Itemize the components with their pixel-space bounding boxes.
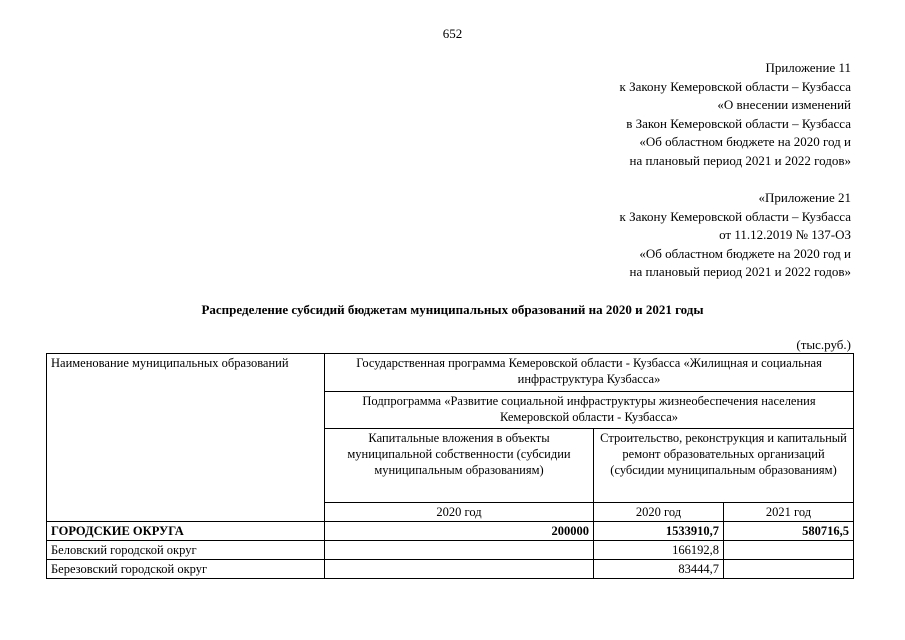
row-construction-2021 [724,541,854,560]
appendix-11-line: на плановый период 2021 и 2022 годов» [629,152,851,168]
appendix-21-line: «Приложение 21 [758,190,851,205]
year-header-2021-construction: 2021 год [724,503,854,522]
row-name: Беловский городской округ [47,541,325,560]
appendix-11-line: Приложение 11 [765,60,851,75]
year-header-2020-capital: 2020 год [325,503,594,522]
row-capital-2020: 200000 [325,522,594,541]
appendix-11-line: к Закону Кемеровской области – Кузбасса [619,78,851,94]
document-title: Распределение субсидий бюджетам муниципальных образований на 2020 и 2021 годы [201,302,704,317]
table-row [47,541,854,560]
appendix-21-block [620,189,852,282]
row-construction-2020: 83444,7 [594,560,724,579]
row-name: Березовский городской округ [47,560,325,579]
col-name-header: Наименование муниципальных образований [47,354,325,522]
table-row [47,522,854,541]
row-construction-2020: 1533910,7 [594,522,724,541]
program-header: Государственная программа Кемеровской области - Кузбасса «Жилищная и социальная инфраструктура Кузбасса» [325,354,854,392]
appendix-11-block [620,59,852,170]
appendix-11-line: «Об областном бюджете на 2020 год и [639,134,851,149]
row-capital-2020 [325,541,594,560]
appendix-21-line: от 11.12.2019 № 137-ОЗ [719,227,851,242]
units-label: (тыс.руб.) [796,337,851,352]
table-row [47,560,854,579]
year-header-2020-construction: 2020 год [594,503,724,522]
row-construction-2020: 166192,8 [594,541,724,560]
construction-header: Строительство, реконструкция и капитальный ремонт образовательных организаций (субсидии муниципальным образованиям) [594,429,854,503]
page-number: 652 [442,26,463,41]
appendix-21-line: на плановый период 2021 и 2022 годов» [629,264,851,279]
appendix-21-line: к Закону Кемеровской области – Кузбасса [619,208,851,224]
appendix-11-line: «О внесении изменений [717,97,851,112]
appendix-11-line: в Закон Кемеровской области – Кузбасса [626,115,851,131]
capital-investment-header: Капитальные вложения в объекты муниципальной собственности (субсидии муниципальным образованиям) [325,429,594,503]
row-name: ГОРОДСКИЕ ОКРУГА [47,522,325,541]
subprogram-header: Подпрограмма «Развитие социальной инфраструктуры жизнеобеспечения населения Кемеровской области - Кузбасса» [325,392,854,429]
appendix-21-line: «Об областном бюджете на 2020 год и [639,245,851,261]
row-construction-2021 [724,560,854,579]
subsidy-table [46,353,854,579]
row-capital-2020 [325,560,594,579]
row-construction-2021: 580716,5 [724,522,854,541]
